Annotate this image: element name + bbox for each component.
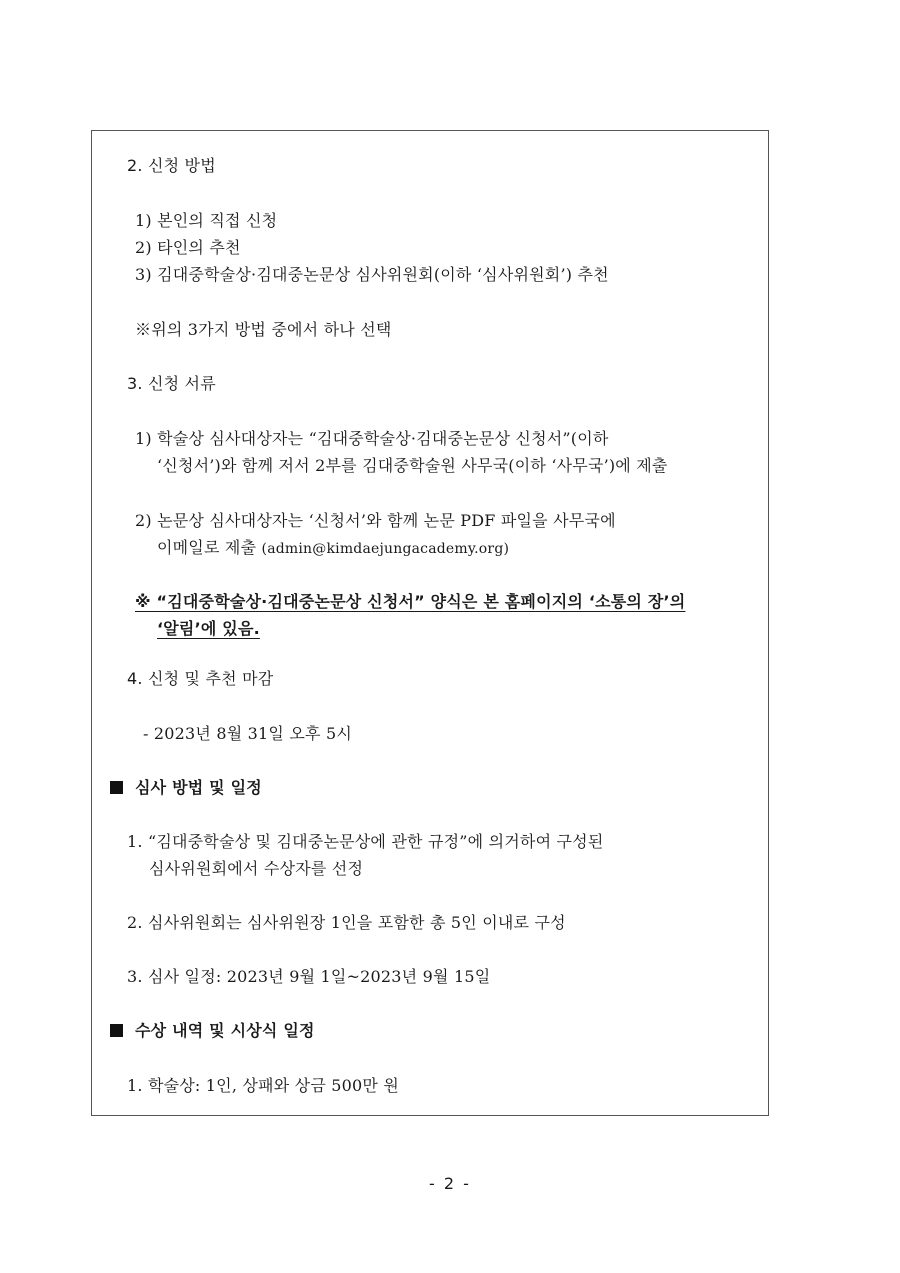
- form-notice-line-2: ‘알림’에 있음.: [157, 619, 260, 638]
- apply-method-item-3: 3) 김대중학술상·김대중논문상 심사위원회(이하 ‘심사위원회’) 추천: [135, 265, 609, 284]
- award-heading: 수상 내역 및 시상식 일정: [135, 1021, 315, 1040]
- page-number: - 2 -: [429, 1174, 471, 1193]
- section-bullet-square: [110, 781, 123, 794]
- documents-heading: 3. 신청 서류: [127, 374, 216, 393]
- submission-email: (admin@kimdaejungacademy.org): [261, 541, 510, 557]
- apply-method-note: ※위의 3가지 방법 중에서 하나 선택: [135, 320, 392, 339]
- award-item-1: 1. 학술상: 1인, 상패와 상금 500만 원: [127, 1076, 399, 1095]
- review-item-1-line-1: 1. “김대중학술상 및 김대중논문상에 관한 규정”에 의거하여 구성된: [127, 832, 604, 851]
- documents-item-1-line-1: 1) 학술상 심사대상자는 “김대중학술상·김대중논문상 신청서”(이하: [135, 429, 609, 448]
- documents-item-2-line-1: 2) 논문상 심사대상자는 ‘신청서’와 함께 논문 PDF 파일을 사무국에: [135, 511, 616, 530]
- deadline-value: - 2023년 8월 31일 오후 5시: [143, 724, 353, 743]
- apply-method-item-1: 1) 본인의 직접 신청: [135, 211, 278, 230]
- review-heading: 심사 방법 및 일정: [135, 778, 262, 797]
- form-notice-line-1: ※ “김대중학술상·김대중논문상 신청서” 양식은 본 홈페이지의 ‘소통의 장’의: [135, 592, 686, 611]
- documents-item-2-line-2: 이메일로 제출: [157, 538, 257, 557]
- section-bullet-square: [110, 1024, 123, 1037]
- deadline-heading: 4. 신청 및 추천 마감: [127, 669, 274, 688]
- apply-method-item-2: 2) 타인의 추천: [135, 238, 241, 257]
- documents-item-1-line-2: ‘신청서’)와 함께 저서 2부를 김대중학술원 사무국(이하 ‘사무국’)에 제출: [157, 456, 668, 475]
- review-item-3: 3. 심사 일정: 2023년 9월 1일~2023년 9월 15일: [127, 967, 491, 986]
- review-item-1-line-2: 심사위원회에서 수상자를 선정: [149, 859, 364, 878]
- review-item-2: 2. 심사위원회는 심사위원장 1인을 포함한 총 5인 이내로 구성: [127, 913, 566, 932]
- apply-method-heading: 2. 신청 방법: [127, 156, 216, 175]
